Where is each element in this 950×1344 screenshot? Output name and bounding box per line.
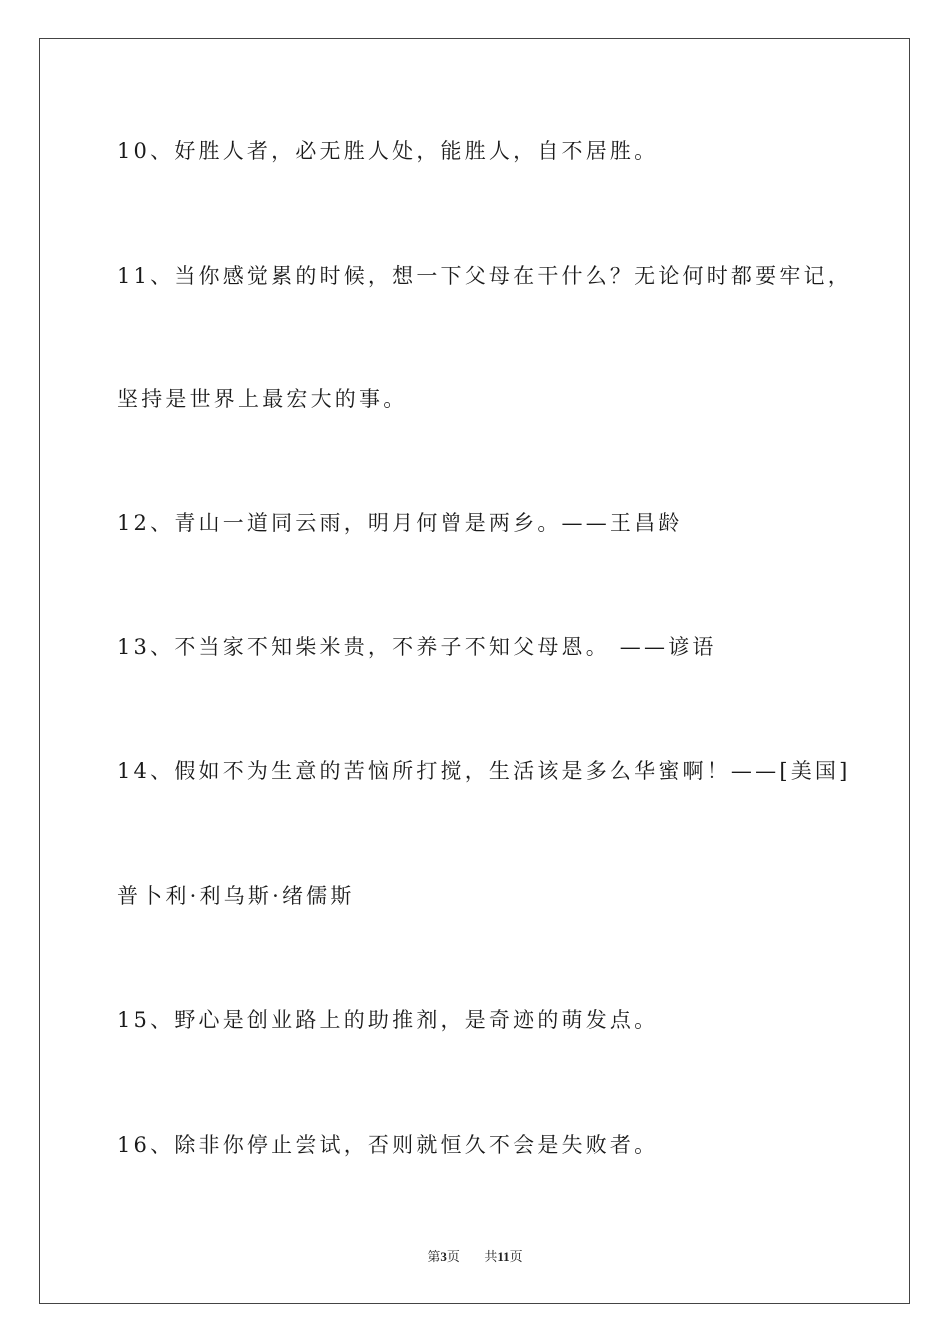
page-number: 3 [440, 1249, 447, 1264]
quote-line: 普卜利·利乌斯·绪儒斯 [117, 884, 355, 908]
quote-line: 16、除非你停止尝试，否则就恒久不会是失败者。 [117, 1133, 659, 1157]
page-label-prefix: 第 [427, 1249, 441, 1264]
quote-line: 13、不当家不知柴米贵，不养子不知父母恩。 ——谚语 [117, 635, 717, 659]
quote-line: 14、假如不为生意的苦恼所打搅，生活该是多么华蜜啊！——[美国] [117, 759, 851, 783]
page-border [39, 38, 910, 1304]
total-label-prefix: 共 [484, 1249, 498, 1264]
total-pages: 11 [497, 1249, 510, 1264]
quote-line: 11、当你感觉累的时候，想一下父母在干什么？无论何时都要牢记， [117, 264, 852, 288]
quote-line: 12、青山一道同云雨，明月何曾是两乡。——王昌龄 [117, 511, 683, 535]
page-footer [0, 1246, 950, 1265]
total-label-suffix: 页 [509, 1249, 523, 1264]
page-label-suffix: 页 [446, 1249, 460, 1264]
quote-line: 坚持是世界上最宏大的事。 [117, 387, 408, 411]
quote-line: 10、好胜人者，必无胜人处，能胜人，自不居胜。 [117, 139, 659, 163]
quote-line: 15、野心是创业路上的助推剂，是奇迹的萌发点。 [117, 1008, 659, 1032]
